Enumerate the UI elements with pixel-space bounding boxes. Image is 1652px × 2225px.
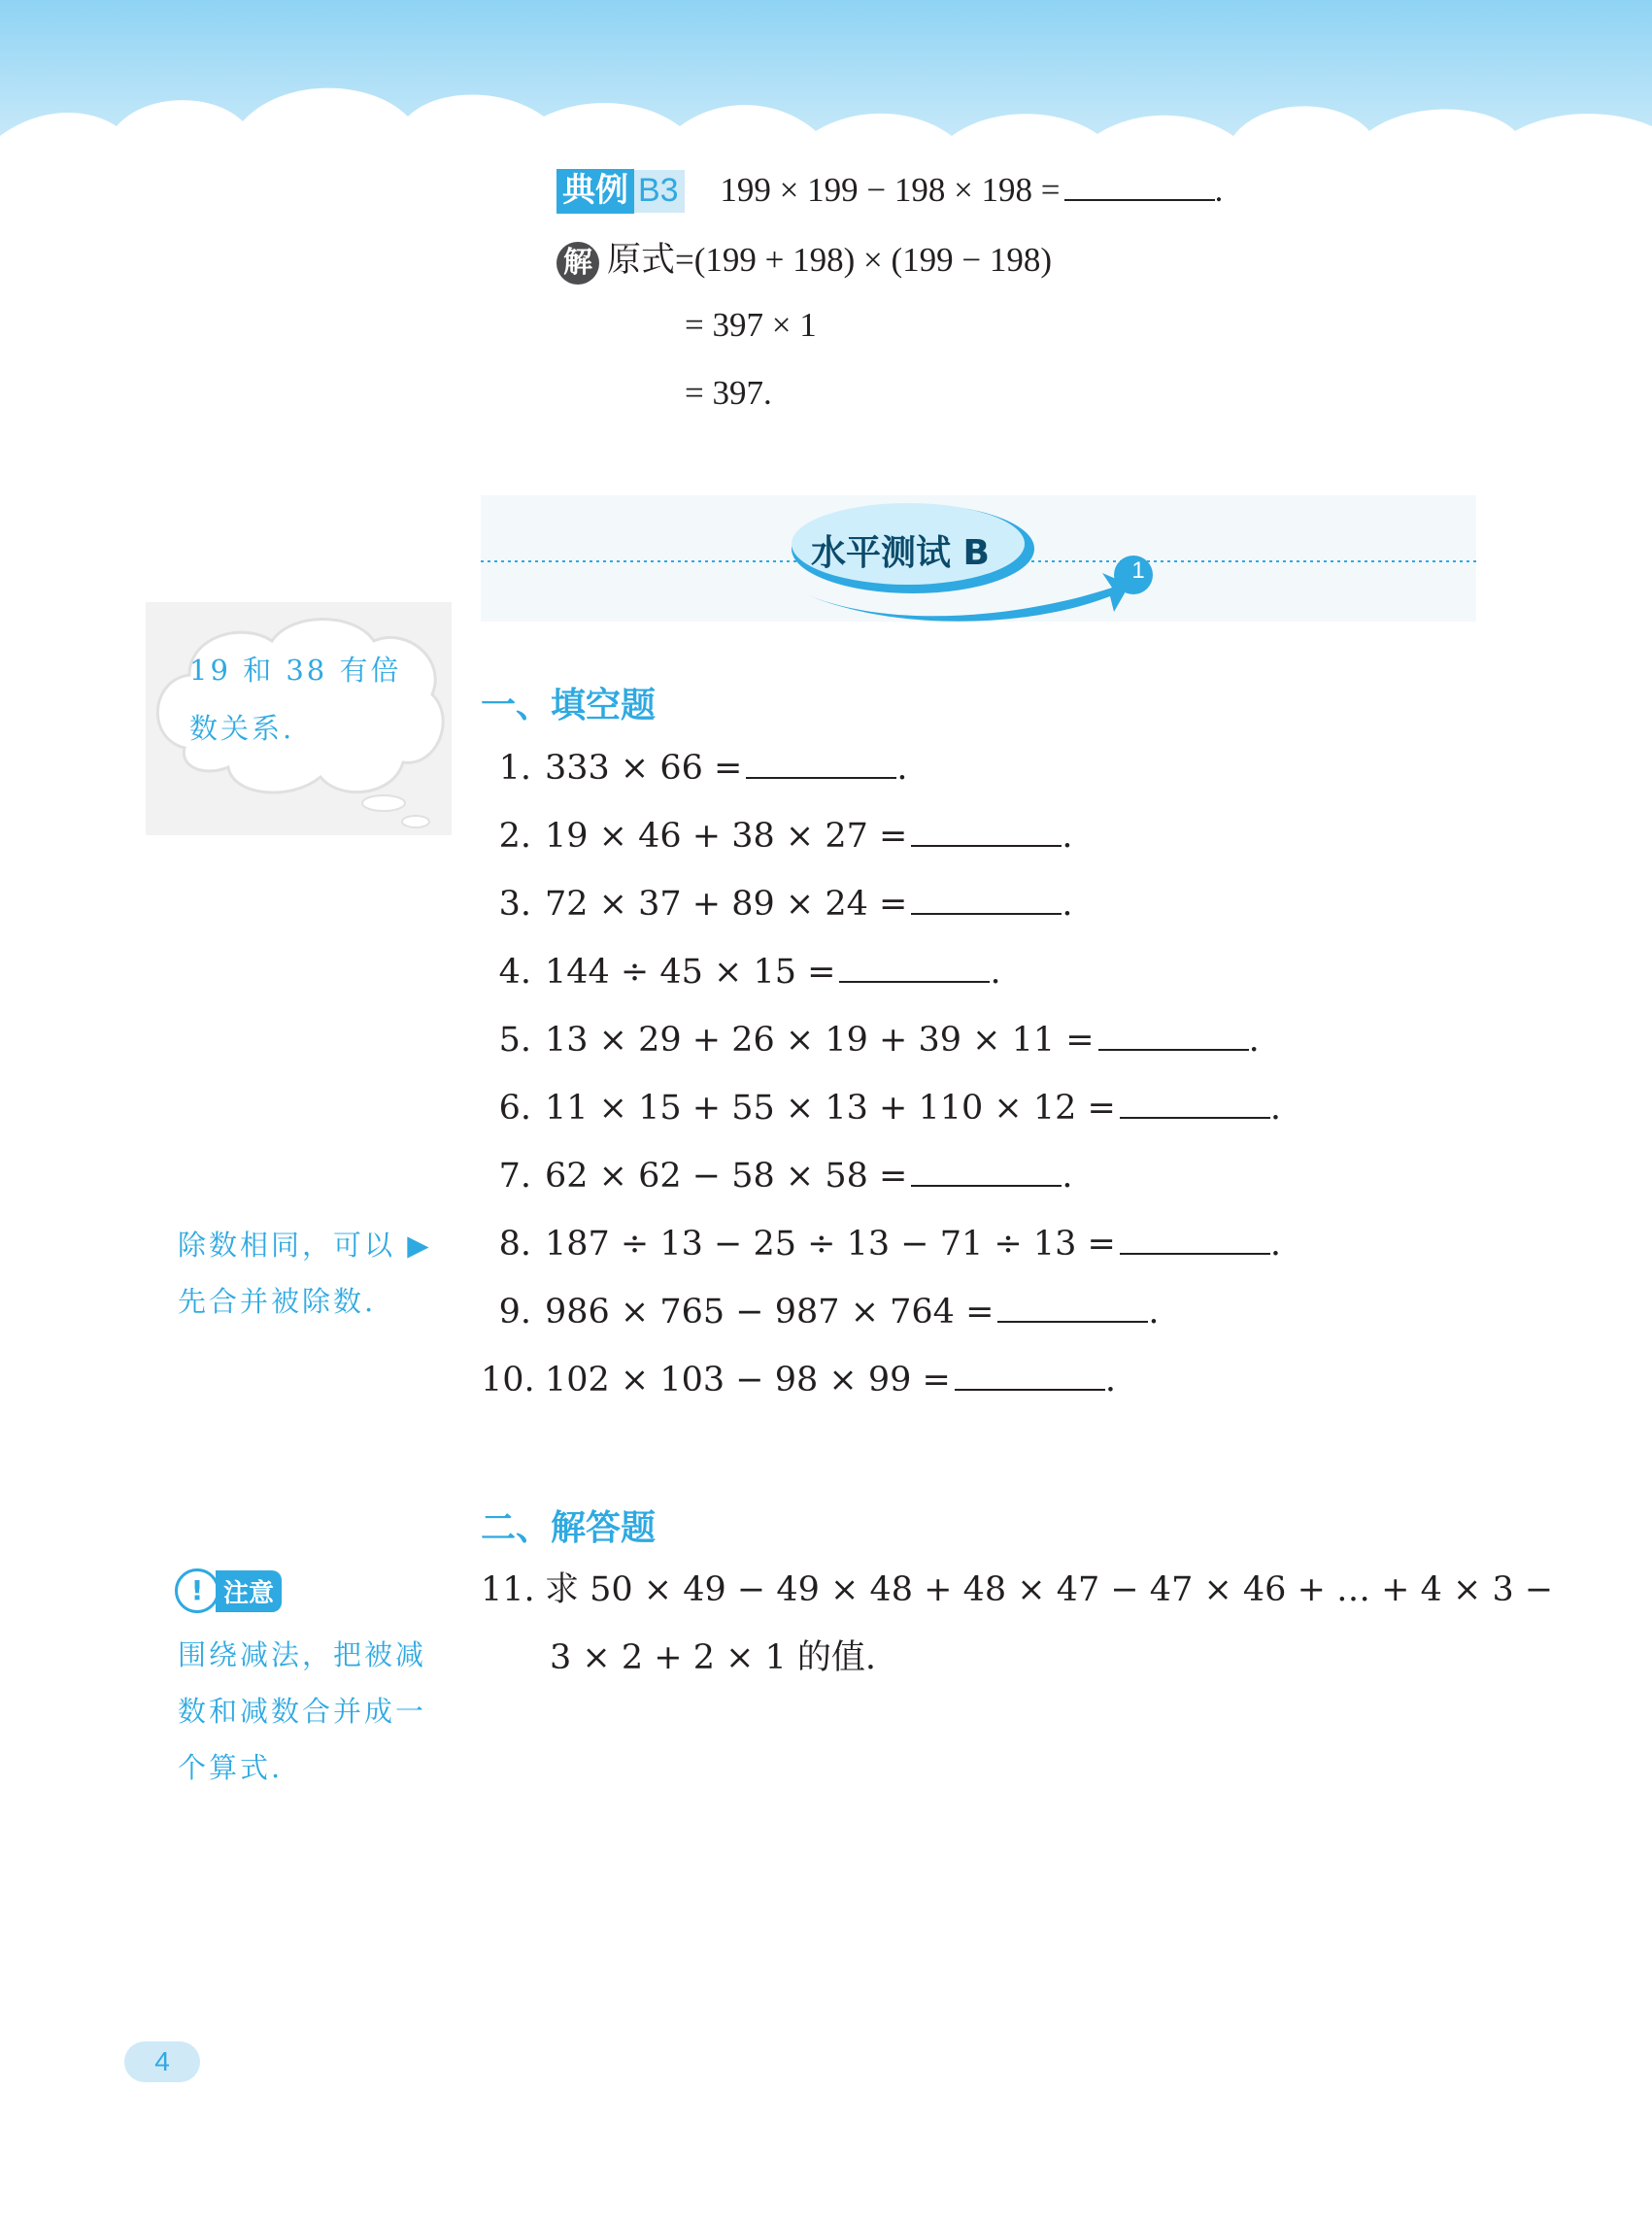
solution-line-2: = 397 × 1	[685, 306, 817, 344]
answer-blank[interactable]	[997, 1292, 1148, 1323]
example-problem	[556, 163, 1223, 211]
example-end: .	[1214, 171, 1224, 209]
side-hint-line-2: 先合并被除数.	[178, 1285, 377, 1318]
question-7: 7. 62 × 62 − 58 × 58 = .	[498, 1157, 1073, 1196]
exclamation-icon: !	[175, 1568, 219, 1613]
attention-note	[178, 1627, 459, 1796]
section-1-title: 一、填空题	[481, 686, 657, 725]
page-number: 4	[124, 2041, 200, 2082]
solution-icon: 解	[556, 242, 599, 285]
question-11-line-2: 3 × 2 + 2 × 1 的值.	[550, 1638, 877, 1677]
banner-title: 水平测试 B	[811, 533, 990, 573]
attention-line-1: 围绕减法，把被减	[178, 1638, 427, 1671]
banner-badge: 1	[1131, 557, 1145, 584]
example-expression: 199 × 199 − 198 × 198 =	[720, 171, 1061, 209]
sky-cloud-header	[0, 0, 1652, 185]
solution-text-1: 原式=(199 + 198) × (199 − 198)	[607, 241, 1053, 279]
answer-blank[interactable]	[1120, 1224, 1270, 1255]
answer-blank[interactable]	[746, 748, 896, 779]
question-5: 5. 13 × 29 + 26 × 19 + 39 × 11 = .	[498, 1021, 1260, 1060]
question-3: 3. 72 × 37 + 89 × 24 = .	[498, 885, 1073, 924]
solution-line-3: = 397.	[685, 374, 772, 412]
hint-arrow-icon: ▶	[407, 1229, 432, 1262]
attention-badge	[175, 1568, 282, 1613]
answer-blank[interactable]	[911, 884, 1062, 915]
question-4: 4. 144 ÷ 45 × 15 = .	[498, 953, 1001, 992]
answer-blank[interactable]	[1120, 1088, 1270, 1119]
question-8: 8. 187 ÷ 13 − 25 ÷ 13 − 71 ÷ 13 = .	[498, 1225, 1281, 1264]
side-hint-line-1: 除数相同，可以	[178, 1229, 396, 1262]
answer-blank[interactable]	[911, 1156, 1062, 1187]
answer-blank[interactable]	[1098, 1020, 1249, 1051]
question-9: 9. 986 × 765 − 987 × 764 = .	[498, 1293, 1160, 1332]
answer-blank[interactable]	[911, 816, 1062, 847]
question-6: 6. 11 × 15 + 55 × 13 + 110 × 12 = .	[498, 1089, 1281, 1128]
attention-line-2: 数和减数合并成一	[178, 1695, 427, 1728]
answer-blank[interactable]	[955, 1360, 1105, 1391]
attention-line-3: 个算式.	[178, 1751, 284, 1784]
answer-blank[interactable]	[1064, 170, 1215, 201]
question-11-line-1: 11. 求 50 × 49 − 49 × 48 + 48 × 47 − 47 × 46 + … + 4 × 3 −	[481, 1570, 1554, 1609]
question-2: 2. 19 × 46 + 38 × 27 = .	[498, 817, 1073, 856]
side-hint	[178, 1217, 440, 1330]
example-tag: 典例	[556, 169, 634, 214]
question-10: 10. 102 × 103 − 98 × 99 = .	[481, 1361, 1117, 1399]
cloud-note-text: 19 和 38 有倍数关系.	[189, 654, 402, 745]
attention-label: 注意	[216, 1570, 282, 1612]
example-number: B3	[634, 170, 685, 213]
section-2-title: 二、解答题	[481, 1508, 657, 1548]
answer-blank[interactable]	[839, 952, 990, 983]
question-1: 1. 333 × 66 = .	[498, 749, 908, 788]
solution-line-1	[556, 233, 1052, 285]
